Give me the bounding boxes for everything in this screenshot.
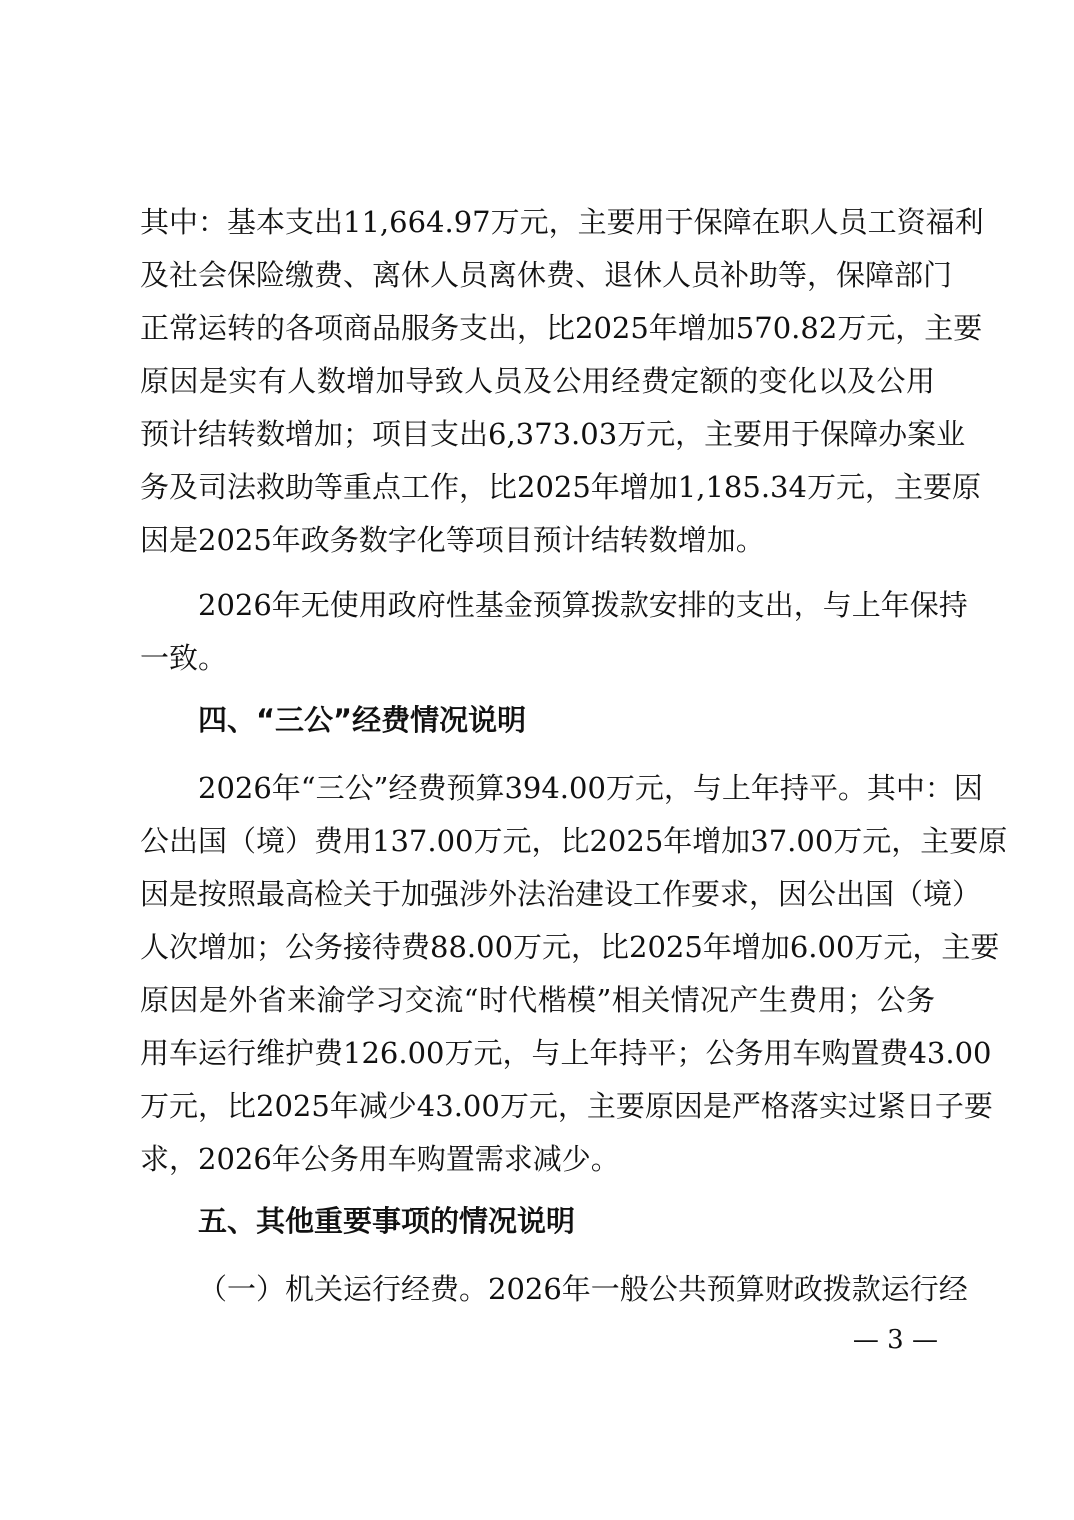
- paragraph-line: 原因是外省来渝学习交流“时代楷模”相关情况产生费用；公务: [140, 983, 935, 1017]
- paragraph-line: 因是按照最高检关于加强涉外法治建设工作要求，因公出国（境）: [140, 877, 982, 911]
- paragraph-line: 原因是实有人数增加导致人员及公用经费定额的变化以及公用: [140, 364, 935, 398]
- paragraph-line: 其中：基本支出11,664.97万元，主要用于保障在职人员工资福利: [140, 205, 984, 239]
- section-heading-4: 四、“三公”经费情况说明: [198, 703, 527, 737]
- paragraph-line: （一）机关运行经费。2026年一般公共预算财政拨款运行经: [198, 1272, 968, 1306]
- paragraph-line: 万元，比2025年减少43.00万元，主要原因是严格落实过紧日子要: [140, 1089, 993, 1123]
- page-number: — 3 —: [852, 1325, 938, 1355]
- paragraph-line: 预计结转数增加；项目支出6,373.03万元，主要用于保障办案业: [140, 417, 966, 451]
- paragraph-line: 2026年“三公”经费预算394.00万元，与上年持平。其中：因: [198, 771, 983, 805]
- paragraph-line: 正常运转的各项商品服务支出，比2025年增加570.82万元，主要: [140, 311, 983, 345]
- paragraph-line: 一致。: [140, 641, 228, 675]
- paragraph-line: 公出国（境）费用137.00万元，比2025年增加37.00万元，主要原: [140, 824, 1008, 858]
- paragraph-line: 因是2025年政务数字化等项目预计结转数增加。: [140, 523, 765, 557]
- paragraph-line: 及社会保险缴费、离休人员离休费、退休人员补助等，保障部门: [140, 258, 953, 292]
- section-heading-5: 五、其他重要事项的情况说明: [198, 1204, 576, 1238]
- paragraph-line: 求，2026年公务用车购置需求减少。: [140, 1142, 620, 1176]
- paragraph-line: 务及司法救助等重点工作，比2025年增加1,185.34万元，主要原: [140, 470, 981, 504]
- paragraph-line: 人次增加；公务接待费88.00万元，比2025年增加6.00万元，主要: [140, 930, 1000, 964]
- paragraph-line: 用车运行维护费126.00万元，与上年持平；公务用车购置费43.00: [140, 1036, 992, 1070]
- paragraph-line: 2026年无使用政府性基金预算拨款安排的支出，与上年保持: [198, 588, 968, 622]
